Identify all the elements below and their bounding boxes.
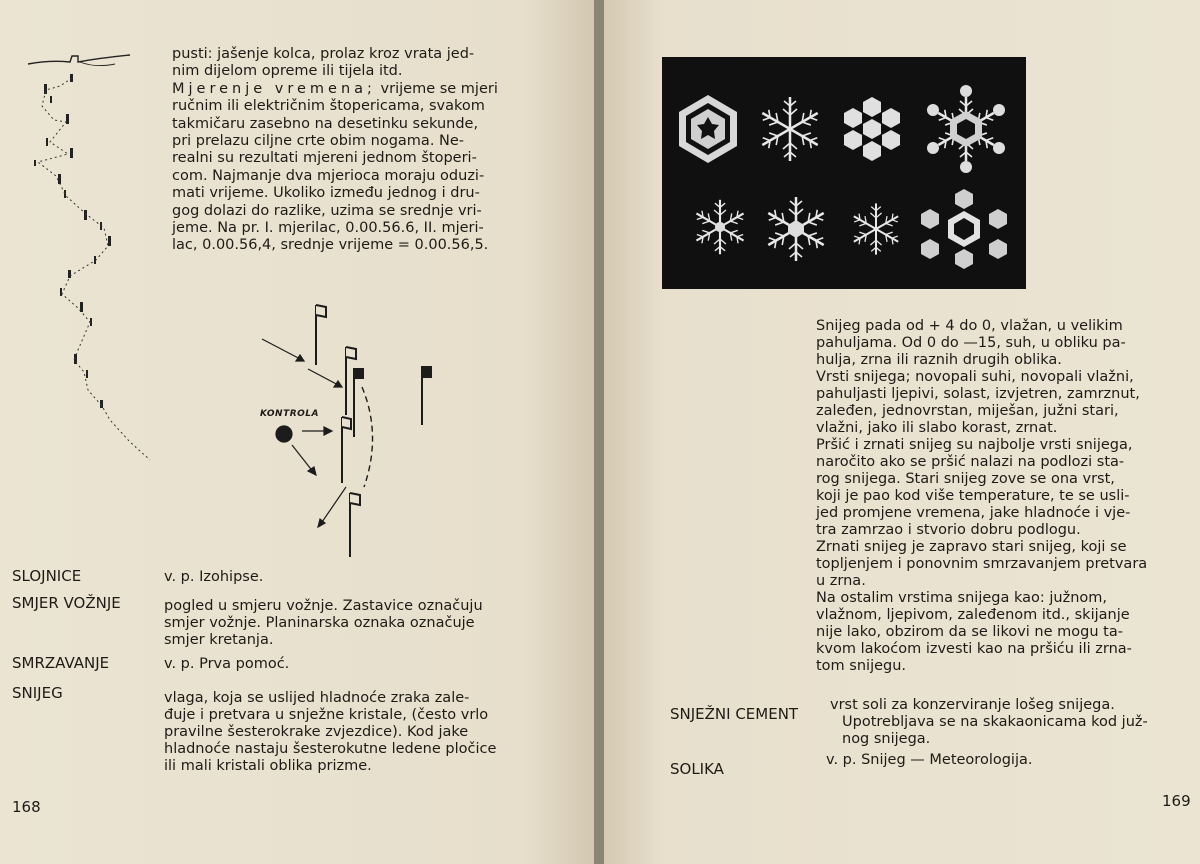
text-line: pri prelazu ciljne crte obim nogama. Ne- — [172, 133, 465, 150]
text-line: hulja, zrna ili raznih drugih oblika. — [816, 352, 1062, 368]
snow-paragraph — [816, 318, 1147, 675]
entry-definition: v. p. Izohipse. — [164, 569, 264, 585]
text-line: kvom lakoćom izvesti kao na pršiću ili zrna- — [816, 641, 1132, 657]
text-line: tra zamrzao i stvorio dobru podlogu. — [816, 522, 1081, 538]
entry-term: SLOJNICE — [12, 567, 82, 585]
text-line: jeme. Na pr. I. mjerilac, 0.00.56.6, II. mjeri- — [172, 220, 484, 237]
entry-term: SNJEŽNI CEMENT — [670, 705, 799, 723]
text-line: tom snijegu. — [816, 658, 907, 674]
text-line: naročito ako se pršić nalazi na podlozi sta- — [816, 454, 1125, 470]
entry-definition: pogled u smjeru vožnje. Zastavice označuju smjer vožnje. Planinarska oznaka označuje smjer kretanja. — [164, 598, 483, 648]
direction-flags-diagram — [250, 295, 450, 565]
text-line: Na ostalim vrstima snijega kao: južnom, — [816, 590, 1107, 606]
text-line: realni su rezultati mjereni jednom štoperi- — [172, 150, 477, 167]
left-page — [0, 0, 596, 864]
control-label: KONTROLA — [260, 409, 320, 419]
entry-definition: vrst soli za konzerviranje lošeg snijega. Upotrebljava se na skakaonicama kod juž- nog snijega. — [830, 697, 1148, 747]
text-line: pahuljama. Od 0 do —15, suh, u obliku pa- — [816, 335, 1126, 351]
page-number: 169 — [1162, 792, 1191, 810]
section-heading: Mjerenje vremena; — [172, 80, 376, 97]
snowflake-crystals-image — [662, 57, 1026, 289]
snowflake-plate — [662, 57, 1026, 289]
entry-term: SOLIKA — [670, 760, 724, 778]
text-line: ručnim ili električnim štopericama, svakom — [172, 98, 485, 115]
measurement-paragraph — [172, 46, 498, 255]
text-line: rog snijega. Stari snijeg zove se ona vrst, — [816, 471, 1115, 487]
text-line: Pršić i zrnati snijeg su najbolje vrsti snijega, — [816, 437, 1133, 453]
text-line: takmičaru zasebno na desetinku sekunde, — [172, 115, 479, 132]
snowflake-stellar-2 — [851, 203, 901, 254]
text-line: nim dijelom opreme ili tijela itd. — [172, 63, 403, 80]
text-line: u zrna. — [816, 573, 866, 589]
snowflake-hex-cluster — [844, 97, 900, 161]
text-line: lac, 0.00.56,4, srednje vrijeme = 0.00.56,5. — [172, 237, 489, 254]
text-line: pusti: jašenje kolca, prolaz kroz vrata jed- — [172, 46, 475, 62]
snowflake-fern-1 — [759, 97, 821, 161]
snowflake-plate-1 — [679, 95, 737, 163]
text-line: Snijeg pada od + 4 do 0, vlažan, u velikim — [816, 318, 1123, 334]
snowflake-plate-2 — [927, 85, 1005, 173]
slalom-course-illustration — [20, 50, 170, 470]
text-line: nije lako, obzirom da se likovi ne mogu ta- — [816, 624, 1123, 640]
right-page — [604, 0, 1200, 864]
page-number: 168 — [12, 798, 41, 816]
snowflake-plate-3 — [921, 189, 1007, 269]
entry-definition: v. p. Prva pomoć. — [164, 656, 290, 672]
entry-term: SMRZAVANJE — [12, 654, 110, 672]
text-line: Zrnati snijeg je zapravo stari snijeg, koji se — [816, 539, 1127, 555]
text-line: com. Najmanje dva mjerioca moraju oduzi- — [172, 167, 485, 184]
text-line: vlažni, jako ili slabo korast, zrnat. — [816, 420, 1058, 436]
text-line: zaleđen, jednovrstan, miješan, južni stari, — [816, 403, 1119, 419]
entry-definition: v. p. Snijeg — Meteorologija. — [826, 752, 1033, 768]
text-line: vlažnom, ljepivom, zaleđenom itd., skijanje — [816, 607, 1130, 623]
text-line: pahuljasti ljepivi, solast, izvjetren, zamrznut, — [816, 386, 1140, 402]
text-line: Mjerenje vremena; vrijeme se mjeri — [172, 80, 498, 97]
entry-term: SNIJEG — [12, 684, 63, 702]
text-line: Vrsti snijega; novopali suhi, novopali vlažni, — [816, 369, 1134, 385]
snowflake-dendrite — [765, 197, 827, 261]
text-line: jed promjene vremena, jake hladnoće i vje- — [816, 505, 1131, 521]
text-line: topljenjem i ponovnim smrzavanjem pretvara — [816, 556, 1148, 572]
snowflake-stellar-1 — [693, 200, 746, 254]
entry-definition: vlaga, koja se uslijed hladnoće zraka zale- đuje i pretvara u snježne kristale, (često vrlo pravilne šesterokrake zvjezdice). Kod jake hladnoće nastaju šesterokutne ledene pločice ili mali kristali oblika prizme. — [164, 690, 497, 774]
text-line: gog dolazi do razlike, uzima se srednje vri- — [172, 202, 482, 219]
text-line: koji je pao kod više temperature, te se usli- — [816, 488, 1130, 504]
entry-term: SMJER VOŽNJE — [12, 594, 121, 612]
text-line: mati vrijeme. Ukoliko između jednog i dru- — [172, 185, 480, 202]
